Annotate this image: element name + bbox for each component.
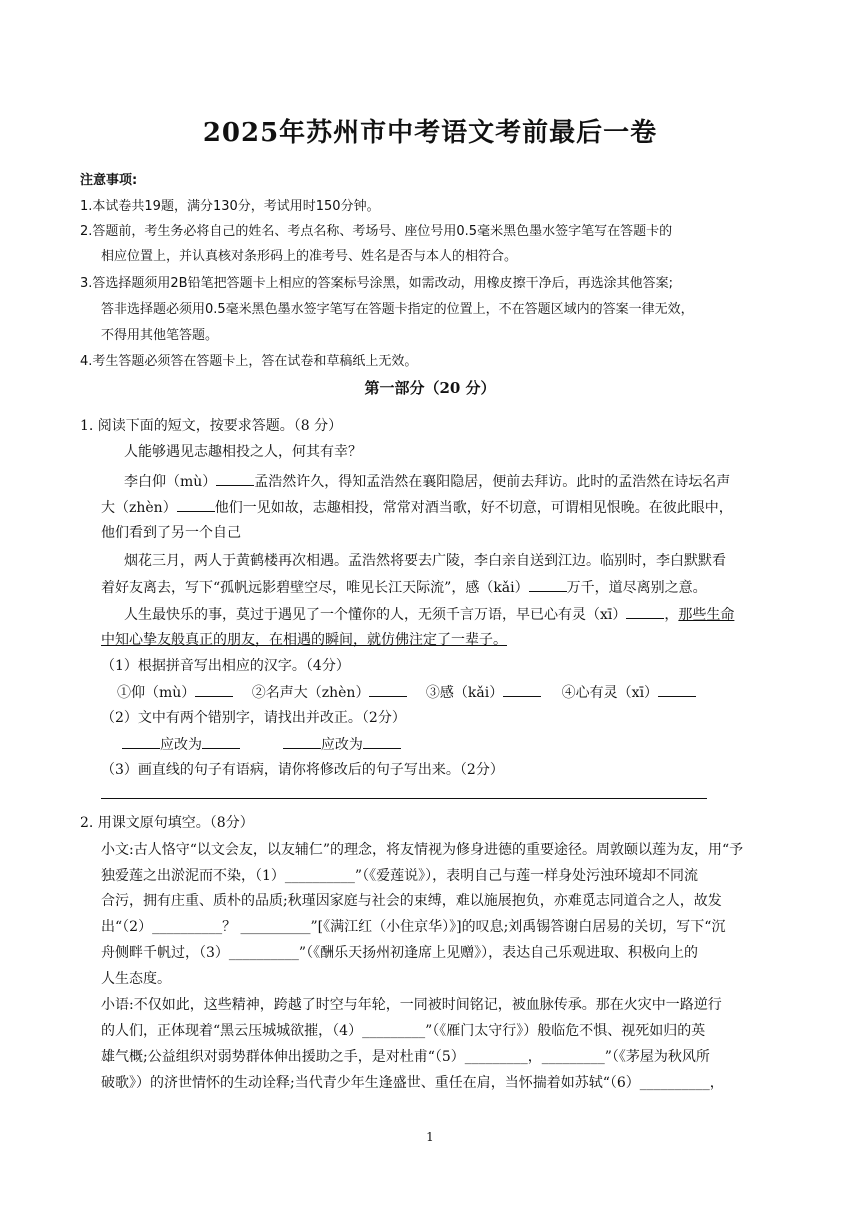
- q2-line-1: 小文:古人恪守“以文会友，以友辅仁”的理念，将友情视为修身进德的重要途径。周敦颐以莲为友，用“予: [101, 842, 744, 858]
- question-1-stem: 1. 阅读下面的短文，按要求答题。（8 分）: [80, 418, 343, 434]
- note-line-3: 相应位置上，并认真核对条形码上的准考号、姓名是否与本人的相符合。: [101, 249, 518, 264]
- item-zhen: ②名声大（zhèn）: [251, 685, 370, 701]
- page-number: 1: [426, 1130, 434, 1144]
- underlined-sentence-start: 那些生命: [678, 607, 735, 623]
- note-line-7: 4.考生答题必须答在答题卡上，答在试卷和草稿纸上无效。: [80, 354, 418, 369]
- answer-zhen[interactable]: [369, 682, 407, 697]
- sub-question-1: （1）根据拼音写出相应的汉字。（4分）: [101, 658, 350, 674]
- q1-p3-end: 他们一见如故，志趣相投，常常对酒当歌，好不切意，可谓相见恨晚。在彼此眼中，: [214, 500, 733, 516]
- q1-paragraph-5: 烟花三月，两人于黄鹤楼再次相遇。孟浩然将要去广陵，李白亲自送到江边。临别时，李白默默看: [124, 553, 726, 569]
- q1-paragraph-1: 人能够遇见志趣相投之人，何其有幸？: [124, 444, 362, 460]
- sub-question-2: （2）文中有两个错别字，请找出并改正。（2分）: [101, 710, 406, 726]
- blank-kai[interactable]: [529, 577, 567, 592]
- note-line-2: 2.答题前，考生务必将自己的姓名、考点名称、考场号、座位号用0.5毫米黑色墨水签字笔写在答题卡的: [80, 224, 673, 239]
- q2-line-10: 破歌》）的济世情怀的生动诠释;当代青少年生逢盛世、重任在肩，当怀揣着如苏轼“（6）__________，: [101, 1075, 724, 1091]
- q1-p3-start: 大（zhèn）: [101, 500, 177, 516]
- note-line-4: 3.答选择题须用2B铅笔把答题卡上相应的答案标号涂黑，如需改动，用橡皮擦干净后，再选涂其他答案;: [80, 276, 673, 291]
- blank-xi[interactable]: [626, 604, 664, 619]
- right-char-1[interactable]: [202, 734, 240, 749]
- sub-question-3: （3）画直线的句子有语病，请你将修改后的句子写出来。（2分）: [101, 762, 504, 778]
- right-char-2[interactable]: [363, 734, 401, 749]
- q1-paragraph-7: [124, 604, 734, 625]
- question-2-stem: 2. 用课文原句填空。（8分）: [80, 815, 254, 831]
- answer-xi[interactable]: [658, 682, 696, 697]
- wrong-char-2[interactable]: [283, 734, 321, 749]
- answer-kai[interactable]: [503, 682, 541, 697]
- q1-paragraph-6: [101, 577, 707, 598]
- q1-p7-comma: ，: [664, 607, 679, 623]
- note-line-5: 答非选择题必须用0.5毫米黑色墨水签字笔写在答题卡指定的位置上，不在答题区域内的答案一律无效，: [101, 302, 694, 317]
- q1-p2-start: 李白仰（mù）: [124, 474, 217, 490]
- correct-to-label-2: 应改为: [320, 737, 363, 753]
- q2-line-6: 人生态度。: [101, 971, 171, 987]
- q1-paragraph-2: [124, 471, 730, 492]
- q1-paragraph-4: 他们看到了另一个自己: [101, 525, 241, 541]
- note-line-1: 1.本试卷共19题，满分130分，考试用时150分钟。: [80, 199, 380, 214]
- blank-zhen[interactable]: [177, 497, 215, 512]
- sub-question-1-blanks: [117, 682, 696, 703]
- answer-line[interactable]: [101, 798, 707, 799]
- item-kai: ③感（kǎi）: [425, 685, 504, 701]
- notes-heading: 注意事项:: [80, 173, 138, 188]
- sub-question-2-blanks: [122, 734, 401, 755]
- item-mu: ①仰（mù）: [117, 685, 196, 701]
- wrong-char-1[interactable]: [122, 734, 160, 749]
- underlined-sentence-end: 中知心挚友般真正的朋友，在相遇的瞬间，就仿佛注定了一辈子。: [101, 632, 507, 648]
- q1-p6-end: 万千，道尽离别之意。: [566, 580, 707, 596]
- note-line-6: 不得用其他笔答题。: [101, 328, 219, 343]
- correct-to-label-1: 应改为: [160, 737, 202, 753]
- item-xi: ④心有灵（xī）: [561, 685, 659, 701]
- q1-p2-end: 孟浩然许久，得知孟浩然在襄阳隐居，便前去拜访。此时的孟浩然在诗坛名声: [254, 474, 731, 490]
- q2-line-9: 雄气概;公益组织对弱势群体伸出援助之手，是对杜甫“（5）_________，_________”（《茅屋为秋风所: [101, 1049, 710, 1065]
- q1-paragraph-3: [101, 497, 733, 518]
- page-title: 2025年苏州市中考语文考前最后一卷: [202, 118, 658, 148]
- part-one-heading: 第一部分（20 分）: [364, 379, 496, 397]
- q2-line-4: 出“（2）__________？ __________”[《满江红（小住京华）》]的叹息;刘禹锡答谢白居易的关切，写下“沉: [101, 919, 726, 935]
- answer-mu[interactable]: [195, 682, 233, 697]
- q2-line-5: 舟侧畔千帆过，（3）__________”（《酬乐天扬州初逢席上见赠》），表达自己乐观进取、积极向上的: [101, 945, 699, 961]
- blank-mu[interactable]: [216, 471, 254, 486]
- q2-line-2: 独爱莲之出淤泥而不染，（1）__________”（《爱莲说》），表明自己与莲一样身处污浊环境却不同流: [101, 868, 699, 884]
- q2-line-7: 小语:不仅如此，这些精神，跨越了时空与年轮，一同被时间铭记，被血脉传承。那在火灾中一路逆行: [101, 997, 722, 1013]
- q2-line-8: 的人们，正体现着“黑云压城城欲摧，（4）_________”（《雁门太守行》）般临危不惧、视死如归的英: [101, 1023, 706, 1039]
- q1-p6-start: 着好友离去，写下“孤帆远影碧壁空尽，唯见长江天际流”，感（kǎi）: [101, 580, 529, 596]
- q2-line-3: 合污，拥有庄重、质朴的品质;秋瑾因家庭与社会的束缚，难以施展抱负，亦难觅志同道合之人，故发: [101, 893, 722, 909]
- q1-p7-start: 人生最快乐的事，莫过于遇见了一个懂你的人，无须千言万语，早已心有灵（xī）: [124, 607, 627, 623]
